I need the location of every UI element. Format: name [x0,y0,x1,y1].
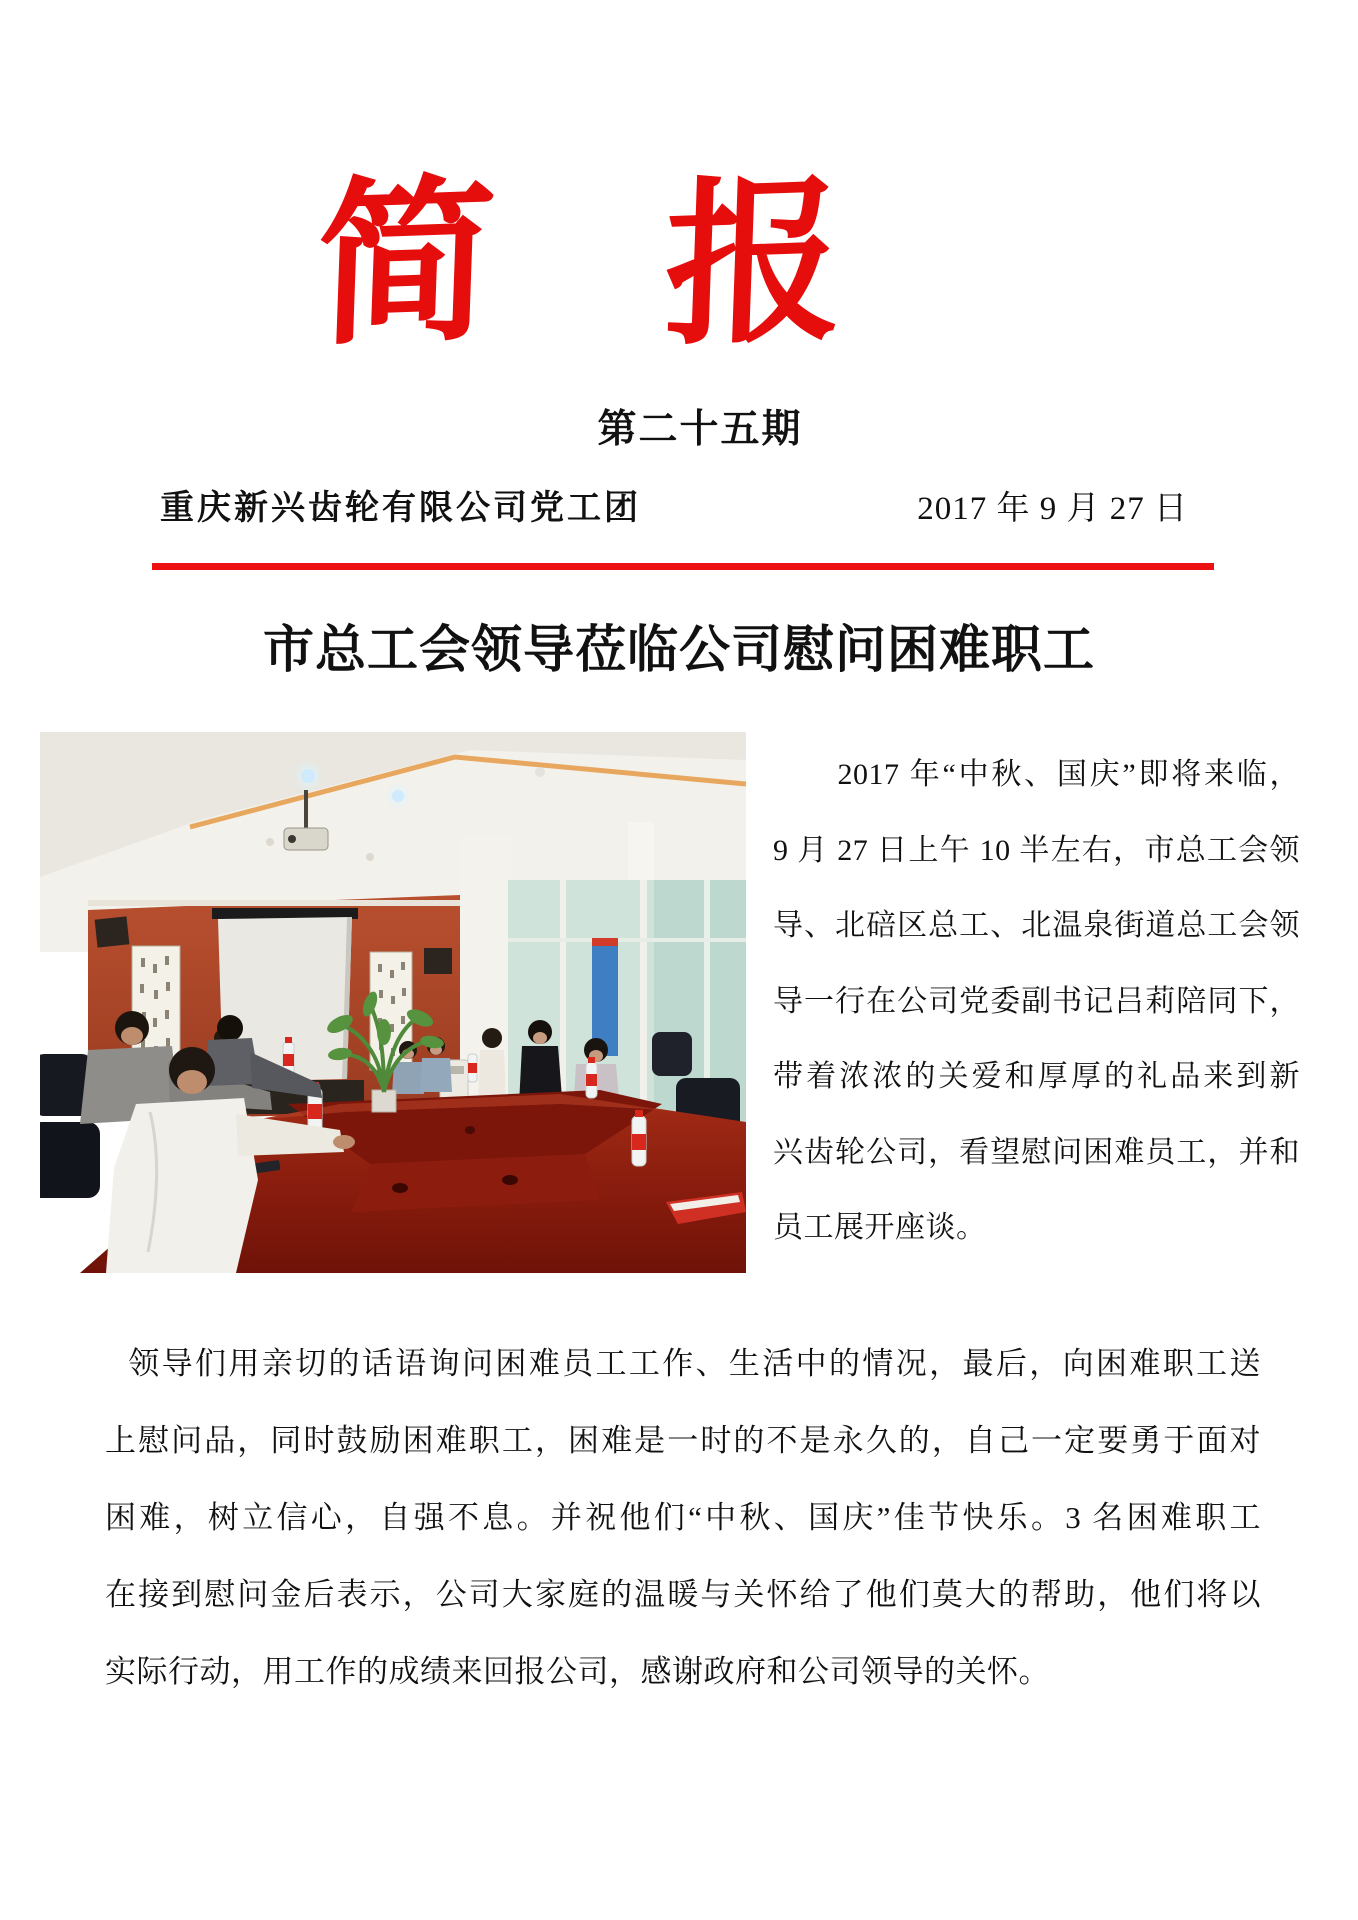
ceiling-spot [266,838,274,846]
masthead-char-right: 报 [661,154,847,371]
ceiling-light-core [301,769,315,783]
intro-line: 带着浓浓的关爱和厚厚的礼品来到新 [773,1060,1300,1093]
office-chair [652,1032,692,1076]
wall-poster-header [592,938,618,946]
body-line: 实际行动，用工作的成绩来回报公司，感谢政府和公司领导的关怀。 [105,1654,1050,1689]
header-row [160,480,1188,529]
ceiling-spot [366,853,374,861]
office-chair [40,1122,100,1198]
meeting-photo [40,732,746,1273]
body-line: 领导们用亲切的话语询问困难员工工作、生活中的情况，最后，向困难职工送 [128,1346,1261,1381]
water-bottle [586,1057,597,1098]
water-bottle [632,1110,646,1166]
masthead-title [0,154,1160,371]
water-bottle [468,1054,477,1082]
intro-line: 2017 年“中秋、国庆”即将来临， [837,758,1300,791]
body-paragraph [105,1332,1261,1717]
table-panel-hole [392,1183,408,1193]
intro-line: 9 月 27 日上午 10 半左右，市总工会领 [773,833,1300,867]
speaker-left [95,916,130,947]
organization-name: 重庆新兴齿轮有限公司党工团 [160,490,641,527]
projector-lens [288,835,296,843]
article-title: 市总工会领导莅临公司慰问困难职工 [262,621,1095,678]
wall-trim [88,900,460,906]
table-panel-hole [465,1126,475,1134]
intro-line: 导一行在公司党委副书记吕莉陪同下， [773,984,1300,1018]
body-line: 困难，树立信心，自强不息。并祝他们“中秋、国庆”佳节快乐。3 名困难职工 [105,1500,1261,1535]
intro-paragraph [773,742,1300,1271]
ceiling-light-core [392,790,404,802]
person-standing-white [478,1028,506,1104]
intro-line: 导、北碚区总工、北温泉街道总工会领 [773,909,1300,942]
publish-date: 2017 年 9 月 27 日 [917,491,1188,527]
meeting-photo-graphic [40,732,746,1273]
table-panel-hole [502,1175,518,1185]
issue-number: 第二十五期 [597,408,803,451]
masthead-char-left: 简 [313,154,499,371]
speaker-right [424,948,452,974]
header-divider [152,563,1214,570]
body-line: 在接到慰问金后表示，公司大家庭的温暖与关怀给了他们莫大的帮助，他们将以 [105,1577,1261,1612]
ceiling-spot [535,767,545,777]
intro-line: 兴齿轮公司，看望慰问困难员工，并和 [773,1135,1300,1169]
intro-line: 员工展开座谈。 [773,1211,987,1244]
glass-mullion-horizontal [508,938,746,942]
body-line: 上慰问品，同时鼓励困难职工，困难是一时的不是永久的，自己一定要勇于面对 [105,1423,1261,1458]
